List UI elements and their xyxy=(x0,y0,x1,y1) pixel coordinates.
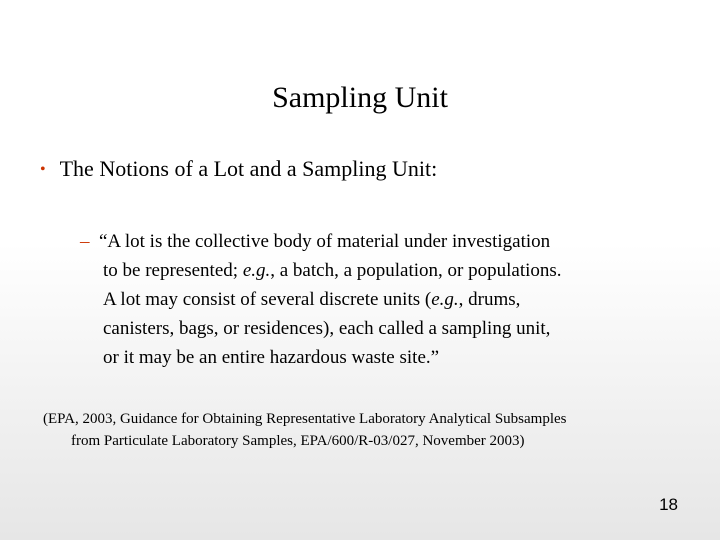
sub-bullet-item xyxy=(80,227,690,372)
quote-line: “A lot is the collective body of material under investigation xyxy=(99,231,551,252)
page-number: 18 xyxy=(659,495,678,514)
bullet-marker: • xyxy=(40,161,46,178)
quote-line: or it may be an entire hazardous waste site.” xyxy=(103,347,440,368)
citation-line: (EPA, 2003, Guidance for Obtaining Representative Laboratory Analytical Subsamples xyxy=(43,411,567,427)
sub-bullet-marker: – xyxy=(80,231,90,252)
quote-line: canisters, bags, or residences), each called a sampling unit, xyxy=(103,318,551,339)
quote-text xyxy=(80,227,690,372)
bullet-item xyxy=(40,153,437,186)
quote-line: to be represented; e.g., a batch, a population, or populations. xyxy=(103,260,562,281)
bullet-text: The Notions of a Lot and a Sampling Unit: xyxy=(59,156,438,181)
citation xyxy=(43,408,703,452)
quote-line: A lot may consist of several discrete units (e.g., drums, xyxy=(103,289,521,310)
slide-title: Sampling Unit xyxy=(272,81,448,114)
citation-line: from Particulate Laboratory Samples, EPA/600/R-03/027, November 2003) xyxy=(71,433,525,449)
